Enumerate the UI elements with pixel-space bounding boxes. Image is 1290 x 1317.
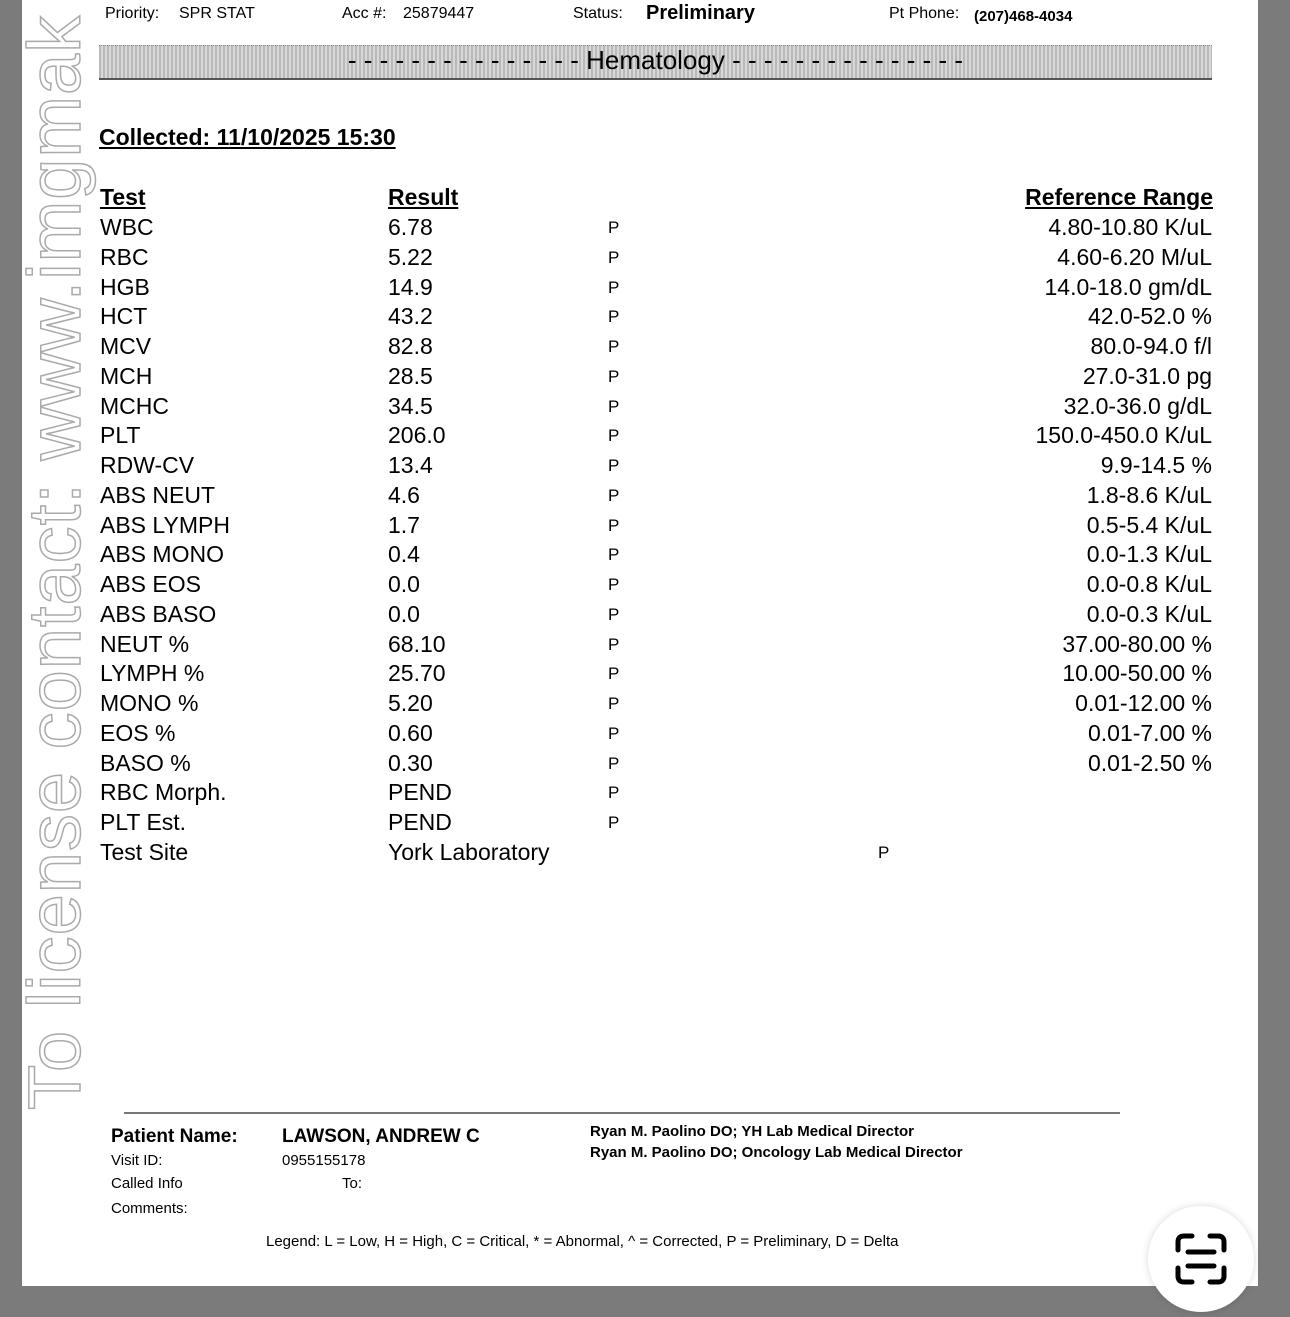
acc-value: 25879447	[403, 5, 475, 22]
test-result: 4.6	[388, 481, 420, 508]
visit-id-label: Visit ID:	[111, 1152, 163, 1169]
table-row	[22, 720, 1258, 750]
test-result: 5.20	[388, 690, 433, 716]
phone-label: Pt Phone:	[889, 5, 960, 22]
test-name: RBC Morph.	[100, 779, 227, 806]
reference-range: 27.0-31.0 pg	[1082, 362, 1212, 389]
test-name: WBC	[100, 214, 154, 240]
result-flag: P	[608, 515, 620, 535]
result-flag: P	[608, 664, 620, 684]
test-name: ABS MONO	[100, 541, 224, 568]
test-name: NEUT %	[100, 630, 190, 657]
result-flag: P	[608, 634, 620, 654]
watermark: To license contact: www.imgmak	[13, 14, 96, 1110]
result-flag: P	[608, 456, 620, 475]
called-info-label: Called Info	[111, 1175, 183, 1192]
test-result: 5.22	[388, 243, 433, 270]
table-row	[22, 214, 1258, 244]
director-yh: Ryan M. Paolino DO; YH Lab Medical Director	[590, 1123, 914, 1140]
phone-value: (207)468-4034	[974, 8, 1073, 25]
test-result: 68.10	[388, 630, 446, 657]
table-row	[22, 482, 1258, 512]
test-name: MCHC	[100, 392, 169, 419]
status-label: Status:	[573, 5, 623, 22]
test-result: 6.78	[388, 214, 433, 240]
result-flag: P	[608, 783, 620, 803]
test-name: MCV	[100, 333, 152, 359]
priority-value: SPR STAT	[179, 5, 255, 22]
patient-name-label: Patient Name:	[111, 1126, 238, 1147]
table-row	[22, 363, 1258, 393]
test-name: ABS EOS	[100, 571, 201, 597]
acc-label: Acc #:	[342, 5, 387, 22]
reference-range: 9.9-14.5 %	[1100, 452, 1212, 478]
column-header-result: Result	[388, 184, 459, 210]
test-name: BASO %	[100, 749, 191, 776]
reference-range: 37.00-80.00 %	[1062, 630, 1212, 657]
column-header-reference-range: Reference Range	[1025, 184, 1213, 210]
test-name: MCH	[100, 362, 153, 389]
reference-range: 1.8-8.6 K/uL	[1086, 481, 1212, 508]
result-flag: P	[608, 694, 620, 713]
reference-range: 0.01-2.50 %	[1087, 749, 1212, 776]
test-result: PEND	[388, 809, 452, 835]
table-row	[22, 631, 1258, 661]
reference-range: 14.0-18.0 gm/dL	[1044, 273, 1212, 300]
visit-id: 0955155178	[282, 1152, 366, 1169]
result-flag: P	[608, 218, 620, 237]
result-flag: P	[608, 337, 620, 356]
table-row	[22, 303, 1258, 333]
table-row	[22, 571, 1258, 601]
result-flag: P	[608, 396, 620, 416]
test-name: HGB	[100, 273, 150, 300]
test-name: EOS %	[100, 719, 176, 746]
test-result: 14.9	[388, 273, 433, 300]
lab-report-page	[13, 0, 1258, 1286]
table-row	[22, 809, 1258, 839]
live-text-scan-button[interactable]	[1148, 1206, 1254, 1312]
reference-range: 80.0-94.0 f/l	[1090, 333, 1212, 359]
test-name: ABS LYMPH	[100, 511, 230, 538]
test-name: RBC	[100, 243, 149, 270]
test-name: Test Site	[100, 838, 189, 865]
reference-range: 4.60-6.20 M/uL	[1057, 243, 1212, 270]
table-row	[22, 393, 1258, 423]
test-result: 0.0	[388, 600, 420, 627]
table-row	[22, 333, 1258, 363]
result-flag: P	[608, 723, 620, 743]
test-name: PLT Est.	[100, 809, 187, 835]
section-banner	[99, 45, 1212, 80]
table-row	[22, 541, 1258, 571]
reference-range: 0.0-0.8 K/uL	[1086, 571, 1212, 597]
test-name: RDW-CV	[100, 452, 195, 478]
table-row	[22, 452, 1258, 482]
test-result: 25.70	[388, 660, 446, 687]
reference-range: 0.0-0.3 K/uL	[1086, 600, 1212, 627]
table-row	[22, 512, 1258, 542]
reference-range: 150.0-450.0 K/uL	[1035, 422, 1212, 449]
reference-range: 32.0-36.0 g/dL	[1063, 392, 1212, 419]
test-result: 206.0	[388, 422, 446, 449]
comments-label: Comments:	[111, 1200, 188, 1217]
test-result: 34.5	[388, 392, 433, 419]
director-oncology: Ryan M. Paolino DO; Oncology Lab Medical Director	[590, 1144, 963, 1161]
table-row	[22, 244, 1258, 274]
test-result: 28.5	[388, 362, 433, 389]
test-name: PLT	[100, 422, 141, 449]
reference-range: 0.0-1.3 K/uL	[1086, 541, 1212, 568]
reference-range: 0.01-12.00 %	[1075, 690, 1212, 716]
reference-range: 0.5-5.4 K/uL	[1086, 511, 1212, 538]
reference-range: 10.00-50.00 %	[1062, 660, 1212, 687]
test-result: 0.0	[388, 571, 420, 597]
called-to-label: To:	[342, 1175, 363, 1192]
legend: Legend: L = Low, H = High, C = Critical, * = Abnormal, ^ = Corrected, P = Preliminary, D = Delta	[266, 1233, 899, 1250]
result-flag: P	[608, 426, 620, 446]
result-flag: P	[608, 485, 620, 505]
test-result: 43.2	[388, 303, 433, 330]
priority-label: Priority:	[105, 5, 160, 22]
test-result: 13.4	[388, 452, 433, 478]
test-name: ABS BASO	[100, 600, 217, 627]
reference-range: 0.01-7.00 %	[1087, 719, 1212, 746]
section-title: - - - - - - - - - - - - - - - Hematology - - - - - - - - - - - - - - -	[347, 45, 964, 75]
table-row	[22, 601, 1258, 631]
test-result: PEND	[388, 779, 452, 806]
reference-range: 42.0-52.0 %	[1087, 303, 1212, 330]
table-row	[22, 422, 1258, 452]
table-row	[22, 750, 1258, 780]
test-result: York Laboratory	[388, 838, 550, 865]
test-name: LYMPH %	[100, 660, 205, 687]
result-flag: P	[608, 813, 620, 832]
test-result: 0.30	[388, 749, 433, 776]
footer-divider	[124, 1112, 1120, 1114]
result-flag: P	[608, 307, 620, 327]
result-flag: P	[608, 604, 620, 624]
test-result: 1.7	[388, 511, 420, 538]
result-flag: P	[608, 575, 620, 594]
test-name: HCT	[100, 303, 148, 330]
result-flag: P	[608, 545, 620, 565]
test-result: 0.60	[388, 719, 433, 746]
table-row	[22, 274, 1258, 304]
result-flag: P	[608, 247, 620, 267]
table-row	[22, 660, 1258, 690]
table-row	[22, 690, 1258, 720]
reference-range: 4.80-10.80 K/uL	[1048, 214, 1212, 240]
test-result: 82.8	[388, 333, 433, 359]
text-scan-icon	[1148, 1206, 1254, 1312]
status-value: Preliminary	[646, 2, 755, 24]
test-name: ABS NEUT	[100, 481, 216, 508]
table-row	[22, 839, 1258, 869]
result-flag: P	[608, 753, 620, 773]
result-flag: P	[608, 277, 620, 297]
test-name: MONO %	[100, 690, 199, 716]
patient-name: LAWSON, ANDREW C	[282, 1126, 480, 1147]
column-header-test: Test	[100, 184, 146, 210]
result-flag: P	[608, 366, 620, 386]
test-result: 0.4	[388, 541, 420, 568]
result-flag: P	[878, 842, 890, 862]
collected-datetime: Collected: 11/10/2025 15:30	[99, 124, 396, 150]
table-row	[22, 779, 1258, 809]
